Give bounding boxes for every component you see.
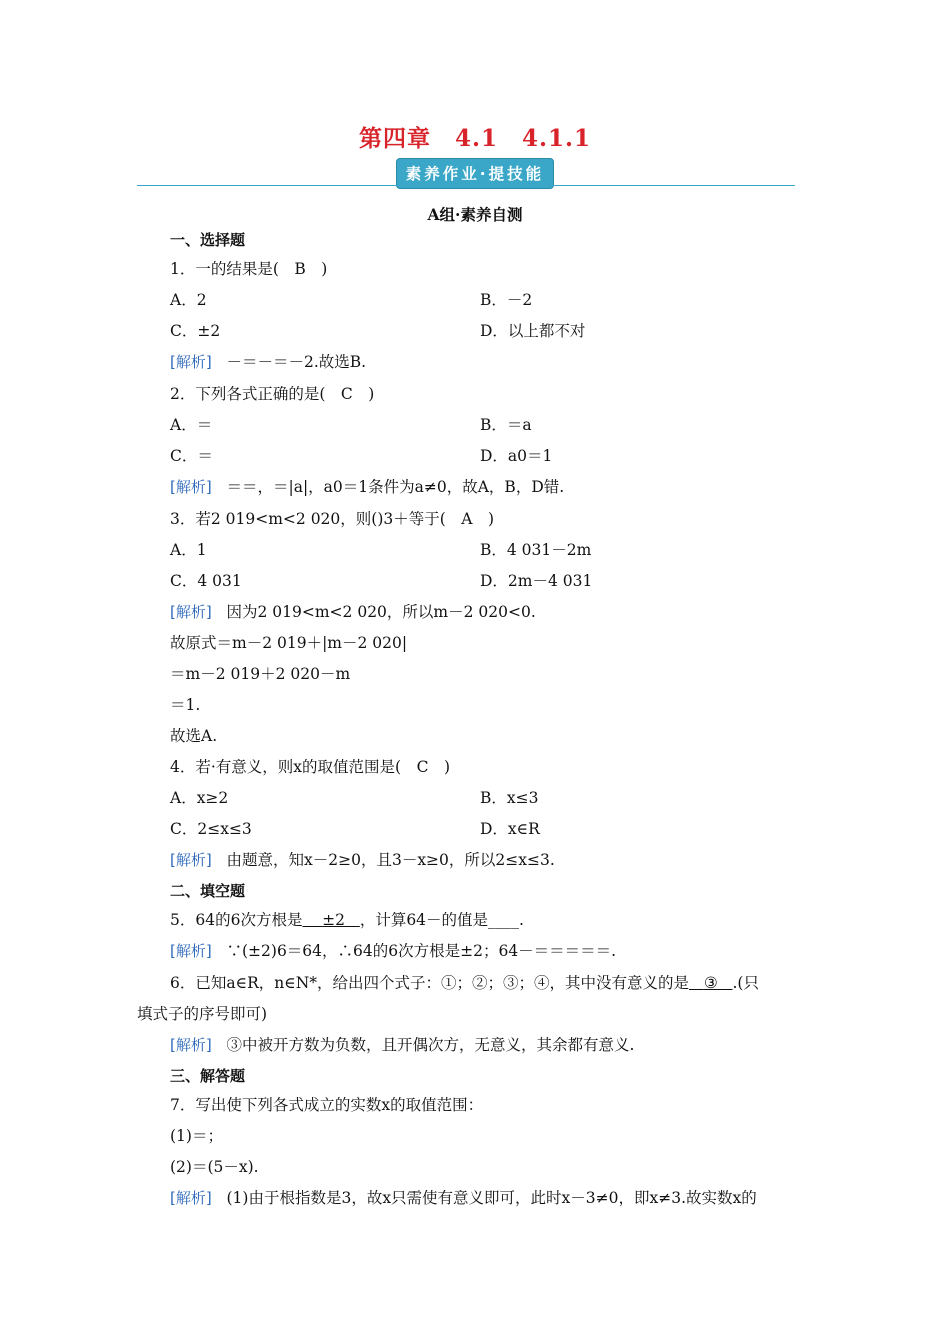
q1-option-b: B．－2 [480,291,533,309]
q6-solution-text: ③中被开方数为负数，且开偶次方，无意义，其余都有意义. [226,1036,635,1054]
solution-tag: [解析] [170,1036,212,1054]
q1-stem: 1．一的结果是( B ) [170,260,328,278]
q2-solution [170,477,564,497]
q5-stem-a: 5．64的6次方根是 [170,911,303,929]
group-heading: A组·素养自测 [427,205,523,224]
q5-blank-2: ____ [488,911,520,929]
q2-stem: 2．下列各式正确的是( C ) [170,385,375,403]
q1-option-d: D．以上都不对 [480,322,586,340]
q4-option-a: A．x≥2 [170,789,229,807]
section-heading-fill: 二、填空题 [170,882,246,900]
q1-solution-text: －＝－＝－2.故选B. [226,353,367,371]
q7-part-1: (1)＝； [170,1127,223,1145]
q6-stem-b: .(只 [732,974,759,992]
q6-solution [170,1035,634,1055]
q2-option-a: A．＝ [170,416,213,434]
q1-option-a: A．2 [170,291,207,309]
section-heading-answer: 三、解答题 [170,1067,246,1085]
q6-blank-value: ③ [703,974,718,992]
solution-tag: [解析] [170,353,212,371]
q4-option-b: B．x≤3 [480,789,539,807]
section-heading-choice: 一、选择题 [170,231,246,249]
q3-option-c: C．4 031 [170,572,242,590]
q7-stem: 7．写出使下列各式成立的实数x的取值范围： [170,1096,484,1114]
q4-solution [170,850,555,870]
q4-option-c: C．2≤x≤3 [170,820,252,838]
q5-stem-b: ，计算64－的值是 [359,911,489,929]
solution-tag: [解析] [170,478,212,496]
solution-tag: [解析] [170,603,212,621]
q3-solution-3: ＝m－2 019＋2 020－m [170,665,351,683]
q5-stem-c: . [519,911,524,929]
q5-solution [170,941,616,961]
q1-option-c: C．±2 [170,322,221,340]
q3-option-b: B．4 031－2m [480,541,592,559]
q6-stem [170,973,759,993]
solution-tag: [解析] [170,942,212,960]
q7-solution-text: (1)由于根指数是3，故x只需使有意义即可，此时x－3≠0，即x≠3.故实数x的 [226,1189,757,1207]
solution-tag: [解析] [170,851,212,869]
q2-option-c: C．＝ [170,447,213,465]
q4-stem: 4．若·有意义，则x的取值范围是( C ) [170,758,450,776]
q1-solution [170,352,366,372]
solution-tag: [解析] [170,1189,212,1207]
q3-solution-1 [170,602,536,622]
q6-stem-a: 6．已知a∈R，n∈N*，给出四个式子：①；②；③；④，其中没有意义的是 [170,974,690,992]
q3-option-d: D．2m－4 031 [480,572,593,590]
q5-blank-1 [302,910,359,930]
q3-stem: 3．若2 019<m<2 020，则()3＋等于( A ) [170,510,495,528]
q4-solution-text: 由题意，知x－2≥0，且3－x≥0，所以2≤x≤3. [226,851,555,869]
q2-option-b: B．＝a [480,416,532,434]
q6-stem-cont: 填式子的序号即可) [137,1005,268,1023]
q3-solution-4: ＝1. [170,696,201,714]
header-rule [137,185,795,186]
q5-stem [170,910,524,930]
q6-blank [689,973,732,993]
section-badge: 素养作业·提技能 [396,158,554,189]
q2-option-d: D．a0＝1 [480,447,553,465]
q3-solution-text-1: 因为2 019<m<2 020，所以m－2 020<0. [226,603,536,621]
q7-solution [170,1188,757,1208]
q7-part-2: (2)＝(5－x). [170,1158,259,1176]
q4-option-d: D．x∈R [480,820,540,838]
chapter-title: 第四章 4.1 4.1.1 [358,125,592,152]
q2-solution-text: ＝＝，＝|a|，a0＝1条件为a≠0，故A，B，D错. [226,478,565,496]
q3-solution-2: 故原式＝m－2 019＋|m－2 020| [170,634,408,652]
q3-option-a: A．1 [170,541,207,559]
q5-solution-text: ∵(±2)6＝64，∴64的6次方根是±2；64－＝＝＝＝＝. [226,942,617,960]
q5-blank-1-value: ±2 [322,911,346,929]
q3-solution-5: 故选A. [170,727,218,745]
